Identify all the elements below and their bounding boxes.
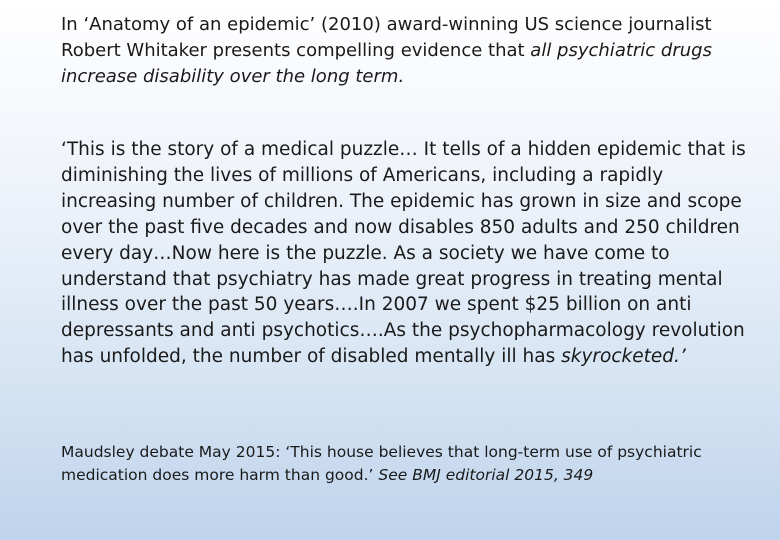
debate-paragraph	[61, 441, 751, 487]
quote-text: ‘This is the story of a medical puzzle… It tells of a hidden epidemic that is diminishing the lives of millions of Americans, including a rapidly increasing number of children. The epidemic has grown in size and scope over the past five decades and now disables 850 adults and 250 children every day…Now here is the puzzle. As a society we have come to understand that psychiatry has made great progress in treating mental illness over the past 50 years….In 2007 we spent $25 billion on anti depressants and anti psychotics….As the psychopharmacology revolution has unfolded, the number of disabled mentally ill has	[61, 139, 746, 368]
debate-citation: See BMJ editorial 2015, 349	[378, 466, 594, 484]
intro-emphasis: all psychiatric drugs increase disability over the long term.	[61, 40, 712, 87]
intro-text: In ‘Anatomy of an epidemic’ (2010) award-winning US science journalist Robert Whitaker presents compelling evidence that	[61, 14, 712, 61]
debate-text: Maudsley debate May 2015: ‘This house believes that long-term use of psychiatric medication does more harm than good.’	[61, 443, 702, 484]
intro-paragraph	[61, 12, 741, 90]
quote-emphasis: skyrocketed.’	[561, 346, 686, 368]
quote-paragraph	[61, 137, 761, 370]
